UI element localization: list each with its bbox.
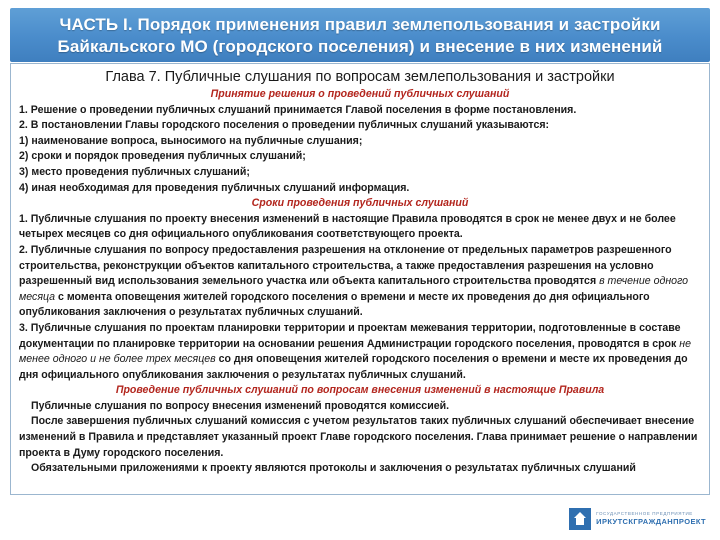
paragraph-text: со дня оповещения жителей городского поселения о времени и месте их проведения до дня официального опубликования заключения о результатах публичных слушаний. — [19, 353, 688, 381]
paragraph: Обязательными приложениями к проекту являются протоколы и заключения о результатах публичных слушаний — [31, 462, 636, 475]
chapter-title: Глава 7. Публичные слушания по вопросам землепользования и застройки — [105, 69, 615, 85]
paragraph: 1. Решение о проведении публичных слушаний принимается Главой поселения в форме постановления. — [19, 103, 577, 116]
header-line-1: ЧАСТЬ I. Порядок применения правил землепользования и застройки — [59, 15, 661, 34]
slide-header — [10, 8, 710, 62]
paragraph: 1. Публичные слушания по проекту внесения изменений в настоящие Правила проводятся в срок не менее двух и не более четырех месяцев со дня официального опубликования соответствующего проекта. — [19, 212, 676, 241]
list-item: 2) сроки и порядок проведения публичных слушаний; — [19, 150, 306, 163]
logo-name: ИРКУТСКГРАЖДАНПРОЕКТ — [596, 517, 706, 526]
list-item: 3) место проведения публичных слушаний; — [19, 165, 250, 178]
list-item: 1) наименование вопроса, выносимого на публичные слушания; — [19, 134, 363, 147]
emphasis-text: в течение одного месяца — [19, 275, 689, 303]
paragraph: Публичные слушания по вопросу внесения изменений проводятся комиссией. — [31, 399, 450, 412]
paragraph-text: 2. Публичные слушания по вопросу предоставления разрешения на отклонение от предельных параметров разрешенного строительства, реконструкции объектов капитального строительства, а также предоставления разрешения на условно разрешенный вид использования земельного участка или объекта капитального строительства проводятся — [19, 243, 672, 288]
section-heading-decision: Принятие решения о проведений публичных слушаний — [210, 88, 510, 100]
paragraph: 2. В постановлении Главы городского поселения о проведении публичных слушаний указываются: — [19, 119, 550, 132]
paragraph — [19, 243, 701, 321]
paragraph: После завершения публичных слушаний комиссия с учетом результатов таких публичных слушаний обеспечивает внесение изменений в Правила и представляет указанный проект Главе городского поселения. Глава принимает решение о направлении проекта в Думу городского поселения. — [19, 415, 698, 459]
logo-subtitle: ГОСУДАРСТВЕННОЕ ПРЕДПРИЯТИЕ — [596, 511, 693, 516]
paragraph-text: 3. Публичные слушания по проектам планировки территории и проектам межевания территории, подготовленные в составе документации по планировке территории на основании решения Администрации городского поселения, проводятся в срок — [19, 321, 681, 350]
emphasis-text: и — [87, 353, 99, 366]
document-body — [10, 63, 710, 495]
emphasis-text: не более трех месяцев — [98, 353, 216, 366]
house-logo-icon — [569, 508, 591, 530]
header-line-2: Байкальского МО (городского поселения) и внесение в них изменений — [57, 37, 663, 56]
section-heading-amendments: Проведение публичных слушаний по вопросам внесения изменений в настоящие Правила — [115, 384, 605, 397]
emphasis-text: не менее одного — [19, 337, 692, 366]
paragraph-text: с момента оповещения жителей городского поселения о времени и месте их проведения до дня официального опубликования заключения о результатах публичных слушаний. — [19, 290, 650, 319]
document-text — [19, 87, 701, 477]
section-heading-timing: Сроки проведения публичных слушаний — [251, 197, 469, 210]
company-logo — [569, 508, 706, 530]
paragraph — [19, 321, 701, 383]
list-item: 4) иная необходимая для проведения публичных слушаний информация. — [19, 181, 410, 194]
